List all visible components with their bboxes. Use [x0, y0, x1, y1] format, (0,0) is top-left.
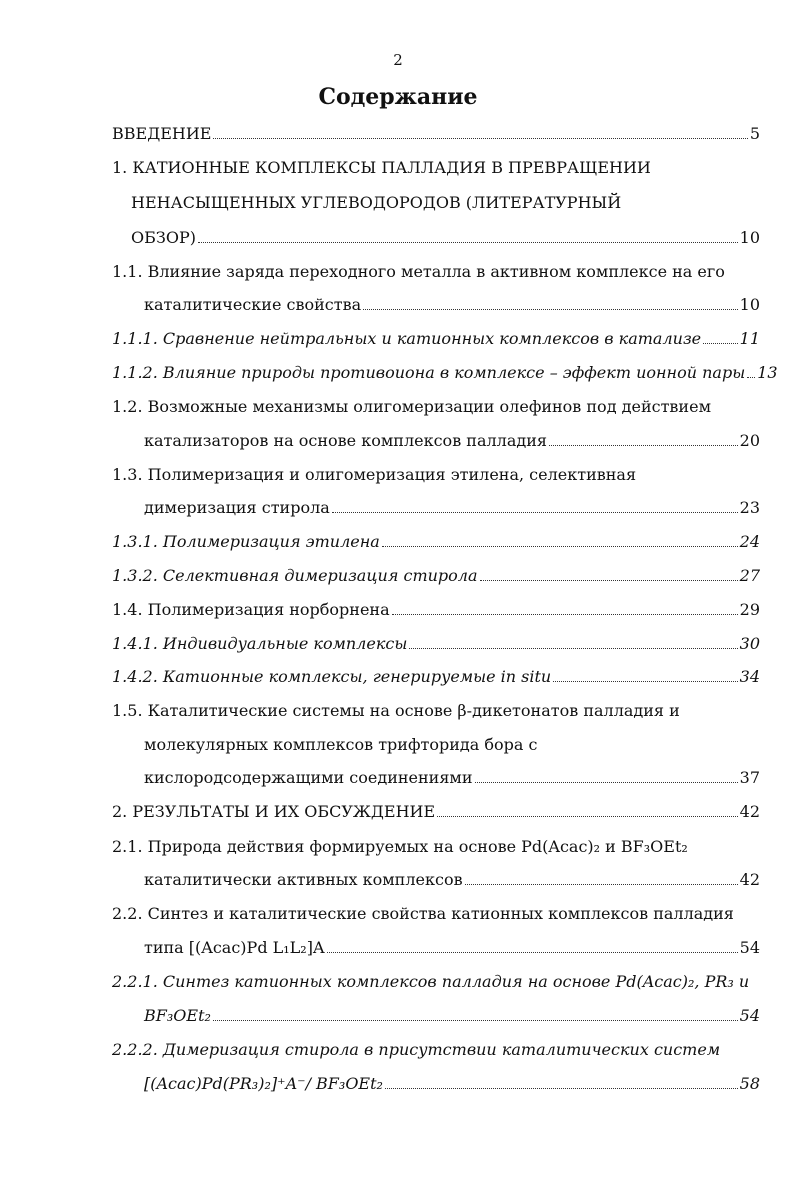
toc-entry-ch1-line2[interactable]: [131, 193, 621, 213]
toc-entry-1-1-1[interactable]: [112, 329, 760, 349]
toc-entry-text: ВВЕДЕНИЕ: [112, 124, 212, 143]
toc-entry-2-2-1-line1[interactable]: [112, 972, 749, 992]
toc-page-number: 20: [739, 431, 760, 450]
toc-entry-2-1-line2[interactable]: [144, 870, 760, 890]
toc-page-number: 27: [739, 566, 760, 585]
leader-dots: [409, 648, 737, 649]
toc-entry-text: 2.2. Синтез и каталитические свойства катионных комплексов палладия: [112, 904, 734, 923]
toc-page-number: 54: [739, 938, 760, 957]
toc-entry-text: 1.1.2. Влияние природы противоиона в комплексе – эффект ионной пары: [112, 363, 746, 382]
toc-entry-ch1-line1[interactable]: [112, 158, 651, 178]
toc-entry-text: 1.3. Полимеризация и олигомеризация этилена, селективная: [112, 465, 637, 484]
toc-entry-1-4-2[interactable]: [112, 667, 760, 687]
toc-page-number: 10: [739, 228, 760, 247]
toc-entry-1-1-line2[interactable]: [144, 295, 760, 315]
leader-dots: [475, 782, 738, 783]
toc-page-number: 58: [739, 1074, 760, 1093]
toc-entry-1-4-1[interactable]: [112, 634, 760, 654]
toc-entry-text: каталитические свойства: [144, 295, 362, 314]
leader-dots: [363, 309, 738, 310]
leader-dots: [332, 512, 738, 513]
toc-entry-text: 2.2.1. Синтез катионных комплексов палладия на основе Pd(Acac)₂, PR₃ и: [112, 972, 750, 991]
toc-entry-1-1-line1[interactable]: [112, 262, 725, 282]
leader-dots: [480, 580, 738, 581]
toc-entry-text: 1.5. Каталитические системы на основе β-дикетонатов палладия и: [112, 701, 680, 720]
leader-dots: [747, 377, 755, 378]
toc-entry-text: 1.3.1. Полимеризация этилена: [112, 532, 380, 551]
leader-dots: [213, 138, 747, 139]
toc-page-number: 37: [739, 768, 760, 787]
toc-page-number: 23: [739, 498, 760, 517]
toc-entry-1-5-line3[interactable]: [144, 768, 760, 788]
toc-entry-1-5-line1[interactable]: [112, 701, 680, 721]
leader-dots: [437, 816, 737, 817]
toc-entry-1-3-line1[interactable]: [112, 465, 636, 485]
toc-entry-text: 1.1. Влияние заряда переходного металла в активном комплексе на его: [112, 262, 725, 281]
leader-dots: [392, 614, 738, 615]
leader-dots: [703, 343, 738, 344]
toc-entry-text: 1. КАТИОННЫЕ КОМПЛЕКСЫ ПАЛЛАДИЯ В ПРЕВРАЩЕНИИ: [112, 158, 651, 177]
toc-entry-text: 1.1.1. Сравнение нейтральных и катионных комплексов в катализе: [112, 329, 702, 348]
toc-entry-ch2[interactable]: [112, 802, 760, 822]
toc-entry-1-4[interactable]: [112, 600, 760, 620]
toc-entry-1-2-line2[interactable]: [144, 431, 760, 451]
toc-entry-1-5-line2[interactable]: [144, 735, 537, 755]
toc-entry-text: катализаторов на основе комплексов палладия: [144, 431, 547, 450]
toc-entry-text: 2.2.2. Димеризация стирола в присутствии каталитических систем: [112, 1040, 721, 1059]
toc-entry-text: НЕНАСЫЩЕННЫХ УГЛЕВОДОРОДОВ (ЛИТЕРАТУРНЫЙ: [131, 193, 622, 212]
toc-page-number: 24: [739, 532, 760, 551]
toc-entry-text: 1.2. Возможные механизмы олигомеризации олефинов под действием: [112, 397, 712, 416]
toc-entry-1-2-line1[interactable]: [112, 397, 711, 417]
toc-entry-ch1-line3[interactable]: [131, 228, 760, 248]
leader-dots: [213, 1020, 738, 1021]
toc-entry-text: димеризация стирола: [144, 498, 330, 517]
toc-entry-text: молекулярных комплексов трифторида бора с: [144, 735, 538, 754]
leader-dots: [553, 681, 737, 682]
toc-entry-text: кислородсодержащими соединениями: [144, 768, 473, 787]
toc-page-number: 34: [739, 667, 760, 686]
leader-dots: [327, 952, 738, 953]
toc-page-number: 29: [739, 600, 760, 619]
leader-dots: [385, 1088, 738, 1089]
leader-dots: [382, 546, 738, 547]
toc-entry-text: ОБЗОР): [131, 228, 196, 247]
toc-entry-text: [(Acac)Pd(PR₃)₂]⁺A⁻/ BF₃OEt₂: [144, 1074, 383, 1093]
toc-entry-text: 2. РЕЗУЛЬТАТЫ И ИХ ОБСУЖДЕНИЕ: [112, 802, 436, 821]
toc-entry-text: 1.4.1. Индивидуальные комплексы: [112, 634, 408, 653]
toc-entry-intro[interactable]: [112, 124, 760, 144]
toc-entry-2-2-2-line1[interactable]: [112, 1040, 720, 1060]
toc-entry-2-2-1-line2[interactable]: [144, 1006, 760, 1026]
toc-entry-text: BF₃OEt₂: [144, 1006, 211, 1025]
leader-dots: [549, 445, 738, 446]
toc-entry-text: 1.3.2. Селективная димеризация стирола: [112, 566, 478, 585]
toc-entry-1-3-2[interactable]: [112, 566, 760, 586]
toc-page-number: 10: [739, 295, 760, 314]
toc-entry-1-1-2[interactable]: [112, 363, 778, 383]
toc-entry-text: 1.4.2. Катионные комплексы, генерируемые in situ: [112, 667, 552, 686]
toc-entry-2-2-2-line2[interactable]: [144, 1074, 760, 1094]
toc-entry-2-2-line2[interactable]: [144, 938, 760, 958]
toc-page-number: 5: [749, 124, 760, 143]
page-title: Содержание: [318, 84, 478, 110]
toc-entry-text: каталитически активных комплексов: [144, 870, 463, 889]
toc-page-number: 42: [739, 802, 760, 821]
toc-page-number: 54: [739, 1006, 760, 1025]
toc-entry-2-1-line1[interactable]: [112, 837, 688, 857]
toc-page-number: 30: [739, 634, 760, 653]
toc-entry-text: 2.1. Природа действия формируемых на основе Pd(Acac)₂ и BF₃OEt₂: [112, 837, 688, 856]
leader-dots: [465, 884, 738, 885]
leader-dots: [198, 242, 738, 243]
toc-page-number: 11: [739, 329, 760, 348]
toc-entry-text: типа [(Acac)Pd L₁L₂]A: [144, 938, 325, 957]
toc-entry-1-3-line2[interactable]: [144, 498, 760, 518]
toc-page-number: 13: [757, 363, 778, 382]
toc-entry-text: 1.4. Полимеризация норборнена: [112, 600, 390, 619]
page-number: 2: [393, 51, 403, 69]
toc-page-number: 42: [739, 870, 760, 889]
toc-entry-1-3-1[interactable]: [112, 532, 760, 552]
toc-entry-2-2-line1[interactable]: [112, 904, 734, 924]
